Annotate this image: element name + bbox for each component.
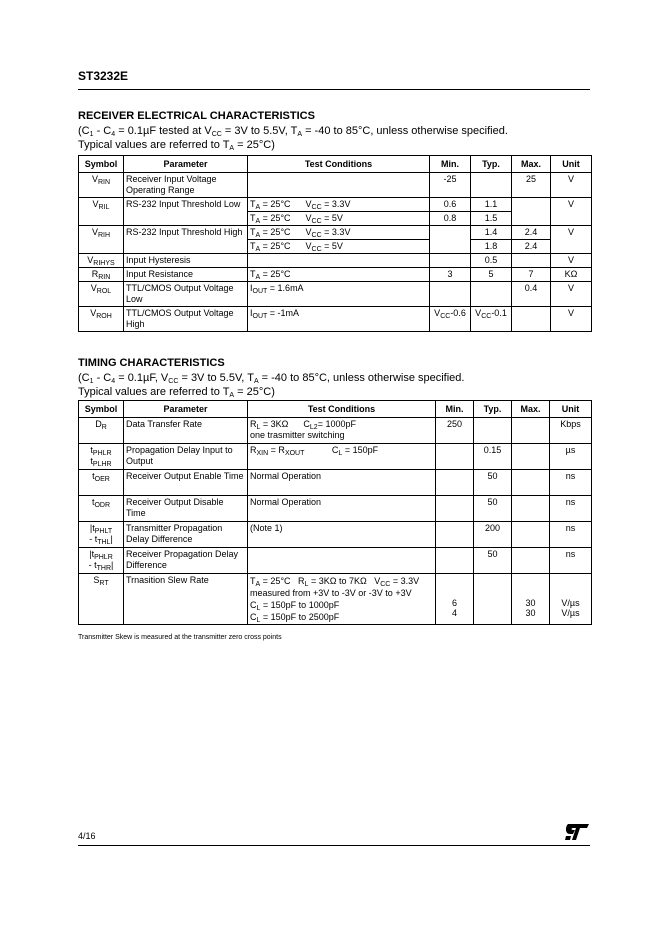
footer-rule [78,845,590,846]
max-cell [512,254,551,268]
unit-cell: V [551,198,592,226]
symbol-cell: $R_{RIN}$ [79,268,124,282]
cond-cell: (Note 1) [248,522,436,548]
min-cell: -25 [430,173,471,198]
symbol-cell: $V_{RIHYS}$ [79,254,124,268]
typ-cell [471,282,512,307]
table-row [79,282,592,307]
header-rule [78,89,590,90]
min-cell [430,226,471,254]
max-cell [512,444,550,470]
min-cell [436,522,474,548]
cond-cell: $T_A = 25^\circ C$ $V_{CC} = 5V$ [248,212,430,226]
typ-cell: 50 [474,496,512,522]
timing-section-title: TIMING CHARACTERISTICS [78,357,225,369]
typ-cell: 0.5 [471,254,512,268]
max-cell [512,496,550,522]
table-row [79,226,592,240]
symbol-cell: $V_{ROL}$ [79,282,124,307]
typ-cell: 50 [474,548,512,574]
max-cell: 7 [512,268,551,282]
unit-cell: ns [550,548,592,574]
param-cell: Receiver Propagation Delay Difference [124,548,248,574]
typ-cell: 50 [474,470,512,496]
min-cell [436,444,474,470]
cond-cell: Normal Operation [248,470,436,496]
col-typ: Typ. [471,156,512,173]
timing-conditions-line1: ($C_1 - C_4 = 0.1\mu F$, $V_{CC} = 3V$ to 5.5V, $T_A = -40$ to 85°C, unless otherwise specified. [78,372,465,385]
unit-cell: V [551,254,592,268]
min-cell: 0.8 [430,212,471,226]
param-cell: Receiver Input Voltage Operating Range [124,173,248,198]
cond-cell: $T_A = 25^\circ C$ $R_L = 3K\Omega$ to 7KΩ $V_{CC} = 3.3V$ measured from +3V to -3V or -3V to +3V $C_L = 150pF$ to 1000pF $C_L = 150pF$ to 2500pF [248,574,436,625]
param-cell: Data Transfer Rate [124,418,248,444]
max-cell [512,548,550,574]
typ-cell: 1.4 [471,226,512,240]
table-row [79,307,592,332]
symbol-cell: $t_{PHLR}$ $t_{PLHR}$ [79,444,124,470]
unit-cell: KΩ [551,268,592,282]
typ-cell: 200 [474,522,512,548]
col-typ: Typ. [474,401,512,418]
table-row [79,173,592,198]
symbol-cell: $V_{RIH}$ [79,226,124,254]
col-parameter: Parameter [124,156,248,173]
symbol-cell: $D_R$ [79,418,124,444]
table-row [79,522,592,548]
cond-cell [248,173,430,198]
table-row [79,268,592,282]
cond-cell: $T_A = 25^\circ C$ $V_{CC} = 3.3V$ [248,226,430,240]
min-cell [436,496,474,522]
param-cell: Trnasition Slew Rate [124,574,248,625]
cond-cell: $R_{XIN} = R_{XOUT}$ $C_L = 150pF$ [248,444,436,470]
param-cell: Receiver Output Disable Time [124,496,248,522]
max-cell [512,418,550,444]
cond-cell: $T_A = 25^\circ C$ $V_{CC} = 3.3V$ [248,198,430,212]
max-cell [512,522,550,548]
col-test-conditions: Test Conditions [248,156,430,173]
unit-cell: Kbps [550,418,592,444]
receiver-conditions-line2: Typical values are referred to $T_A = 25^\circ C$) [78,139,275,152]
cond-cell: $T_A = 25^\circ C$ [248,268,430,282]
typ-cell: 1.5 [471,212,512,226]
typ-cell: 5 [471,268,512,282]
param-cell: Input Resistance [124,268,248,282]
col-max: Max. [512,156,551,173]
unit-cell: ns [550,496,592,522]
receiver-table [78,155,592,332]
unit-cell: V [551,282,592,307]
symbol-cell: $t_{OER}$ [79,470,124,496]
symbol-cell: $V_{RIL}$ [79,198,124,226]
cond-cell [248,254,430,268]
document-title: ST3232E [78,69,129,83]
max-cell [512,307,551,332]
col-test-conditions: Test Conditions [248,401,436,418]
symbol-cell: $|t_{PHLT}$ - $t_{THL}|$ [79,522,124,548]
param-cell: TTL/CMOS Output Voltage Low [124,282,248,307]
max-cell: 30 30 [512,574,550,625]
min-cell: $V_{CC}-0.6$ [430,307,471,332]
table-row [79,444,592,470]
symbol-cell: $S_{RT}$ [79,574,124,625]
col-min: Min. [436,401,474,418]
unit-cell: V/µs V/µs [550,574,592,625]
footnote: Transmitter Skew is measured at the transmitter zero cross points [78,634,282,641]
max-cell: 0.4 [512,282,551,307]
col-symbol: Symbol [79,156,124,173]
typ-cell: 1.8 [471,240,512,254]
typ-cell [474,574,512,625]
table-header-row [79,401,592,418]
min-cell [430,282,471,307]
table-row [79,470,592,496]
col-max: Max. [512,401,550,418]
symbol-cell: $V_{ROH}$ [79,307,124,332]
min-cell: 250 [436,418,474,444]
unit-cell: V [551,226,592,254]
cond-cell: $T_A = 25^\circ C$ $V_{CC} = 5V$ [248,240,430,254]
param-cell: Propagation Delay Input to Output [124,444,248,470]
cond-cell: Normal Operation [248,496,436,522]
col-unit: Unit [551,156,592,173]
col-parameter: Parameter [124,401,248,418]
typ-cell: $V_{CC}-0.1$ [471,307,512,332]
min-cell: 0.6 [430,198,471,212]
receiver-section-title: RECEIVER ELECTRICAL CHARACTERISTICS [78,110,315,122]
max-cell [512,198,551,226]
param-cell: Input Hysteresis [124,254,248,268]
receiver-conditions-line1: ($C_1 - C_4 = 0.1\mu F$ tested at $V_{CC} = 3V$ to 5.5V, $T_A = -40$ to 85°C, unless otherwise specified. [78,125,508,138]
col-min: Min. [430,156,471,173]
cond-cell: $R_L = 3K\Omega$ $C_{L2}= 1000pF$ one trasmitter switching [248,418,436,444]
min-cell [430,254,471,268]
cond-cell: $I_{OUT} = -1mA$ [248,307,430,332]
timing-conditions-line2: Typical values are referred to $T_A = 25^\circ C$) [78,386,275,399]
unit-cell: ns [550,522,592,548]
typ-cell [471,173,512,198]
table-header-row [79,156,592,173]
min-cell [436,548,474,574]
timing-table [78,400,592,625]
min-cell [436,470,474,496]
table-row [79,548,592,574]
max-cell: 2.4 [512,240,551,254]
param-cell: TTL/CMOS Output Voltage High [124,307,248,332]
unit-cell: V [551,307,592,332]
typ-cell: 1.1 [471,198,512,212]
min-cell: 6 4 [436,574,474,625]
symbol-cell: $t_{ODR}$ [79,496,124,522]
unit-cell: ns [550,470,592,496]
cond-cell: $I_{OUT} = 1.6mA$ [248,282,430,307]
unit-cell: V [551,173,592,198]
col-unit: Unit [550,401,592,418]
table-row [79,418,592,444]
table-row [79,496,592,522]
st-logo-icon [564,823,590,846]
min-cell: 3 [430,268,471,282]
param-cell: RS-232 Input Threshold Low [124,198,248,226]
table-row [79,574,592,625]
page-number: 4/16 [78,831,96,841]
col-symbol: Symbol [79,401,124,418]
table-row [79,198,592,212]
max-cell: 25 [512,173,551,198]
max-cell: 2.4 [512,226,551,240]
max-cell [512,470,550,496]
symbol-cell: $V_{RIN}$ [79,173,124,198]
param-cell: Receiver Output Enable Time [124,470,248,496]
unit-cell: µs [550,444,592,470]
symbol-cell: $|t_{PHLR}$ - $t_{THR}|$ [79,548,124,574]
table-row [79,254,592,268]
cond-cell [248,548,436,574]
typ-cell [474,418,512,444]
typ-cell: 0.15 [474,444,512,470]
param-cell: Transmitter Propagation Delay Difference [124,522,248,548]
param-cell: RS-232 Input Threshold High [124,226,248,254]
